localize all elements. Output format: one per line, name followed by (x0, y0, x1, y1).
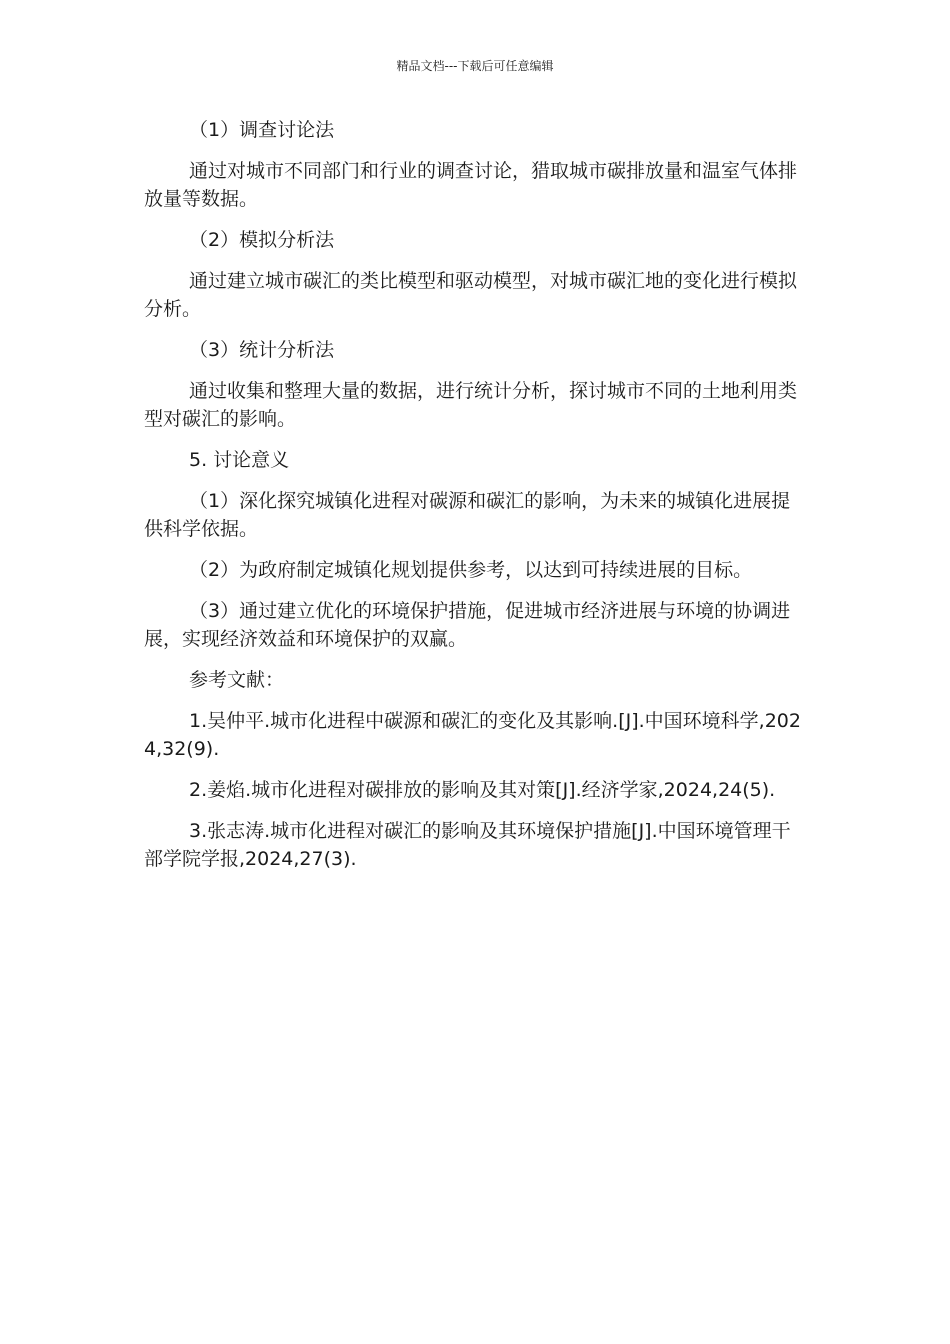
significance-item-3: （3）通过建立优化的环境保护措施，促进城市经济进展与环境的协调进展，实现经济效益和环境保护的双赢。 (144, 600, 791, 650)
references-heading: 参考文献： (189, 669, 285, 691)
method-heading-survey: （1）调查讨论法 (189, 119, 335, 141)
document-body (144, 116, 806, 886)
significance-item-1: （1）深化探究城镇化进程对碳源和碳汇的影响，为未来的城镇化进展提供科学依据。 (144, 490, 791, 540)
method-body-statistics: 通过收集和整理大量的数据，进行统计分析，探讨城市不同的土地利用类型对碳汇的影响。 (144, 380, 798, 430)
reference-item-3: 3.张志涛.城市化进程对碳汇的影响及其环境保护措施[J].中国环境管理干部学院学报,2024,27(3). (144, 820, 791, 870)
method-body-simulation: 通过建立城市碳汇的类比模型和驱动模型，对城市碳汇地的变化进行模拟分析。 (144, 270, 798, 320)
method-heading-statistics: （3）统计分析法 (189, 339, 335, 361)
reference-item-1: 1.吴仲平.城市化进程中碳源和碳汇的变化及其影响.[J].中国环境科学,2024,32(9). (144, 710, 801, 760)
section-heading-significance: 5. 讨论意义 (189, 449, 290, 471)
page-header: 精品文档---下载后可任意编辑 (396, 59, 554, 73)
method-heading-simulation: （2）模拟分析法 (189, 229, 335, 251)
significance-item-2: （2）为政府制定城镇化规划提供参考，以达到可持续进展的目标。 (189, 559, 753, 581)
reference-item-2: 2.姜焰.城市化进程对碳排放的影响及其对策[J].经济学家,2024,24(5). (189, 779, 776, 801)
method-body-survey: 通过对城市不同部门和行业的调查讨论，猎取城市碳排放量和温室气体排放量等数据。 (144, 160, 798, 210)
